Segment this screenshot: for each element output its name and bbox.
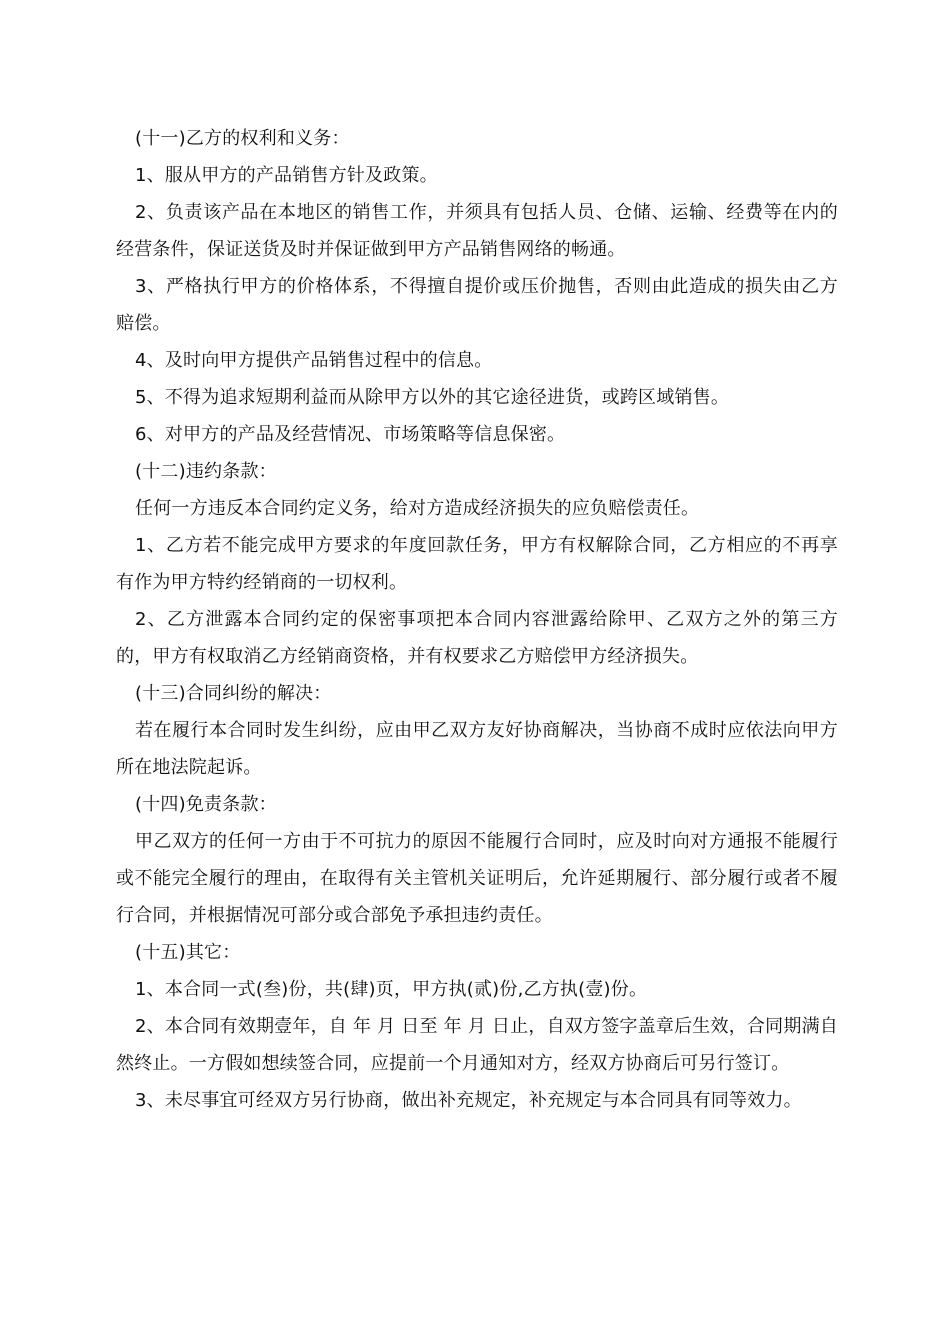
clause-11-4: 4、及时向甲方提供产品销售过程中的信息。 [135, 350, 493, 371]
clause-14-body: 甲乙双方的任何一方由于不可抗力的原因不能履行合同时，应及时向对方通报不能履行或不能完全履行的理由，在取得有关主管机关证明后，允许延期履行、部分履行或者不履行合同，并根据情况可部分或合部免予承担违约责任。 [116, 831, 838, 926]
section-heading-13: (十三)合同纠纷的解决： [135, 683, 332, 704]
clause-12-2: 2、乙方泄露本合同约定的保密事项把本合同内容泄露给除甲、乙双方之外的第三方的，甲方有权取消乙方经销商资格，并有权要求乙方赔偿甲方经济损失。 [116, 609, 838, 667]
section-heading-12: (十二)违约条款： [135, 461, 277, 482]
clause-15-1: 1、本合同一式(叁)份，共(肆)页，甲方执(贰)份,乙方执(壹)份。 [135, 979, 648, 1000]
clause-11-5: 5、不得为追求短期利益而从除甲方以外的其它途径进货，或跨区域销售。 [135, 387, 730, 408]
clause-11-6: 6、对甲方的产品及经营情况、市场策略等信息保密。 [135, 424, 566, 445]
contract-body [116, 120, 838, 1119]
clause-11-1: 1、服从甲方的产品销售方针及政策。 [135, 165, 438, 186]
clause-11-3: 3、严格执行甲方的价格体系，不得擅自提价或压价抛售，否则由此造成的损失由乙方赔偿。 [116, 276, 838, 334]
clause-12-intro: 任何一方违反本合同约定义务，给对方造成经济损失的应负赔偿责任。 [135, 498, 700, 519]
section-heading-15: (十五)其它： [135, 942, 241, 963]
clause-11-2: 2、负责该产品在本地区的销售工作，并须具有包括人员、仓储、运输、经费等在内的经营条件，保证送货及时并保证做到甲方产品销售网络的畅通。 [116, 202, 838, 260]
clause-15-2: 2、本合同有效期壹年，自 年 月 日至 年 月 日止，自双方签字盖章后生效，合同期满自然终止。一方假如想续签合同，应提前一个月通知对方，经双方协商后可另行签订。 [116, 1016, 838, 1074]
clause-15-3: 3、未尽事宜可经双方另行协商，做出补充规定，补充规定与本合同具有同等效力。 [135, 1090, 802, 1111]
clause-13-body: 若在履行本合同时发生纠纷，应由甲乙双方友好协商解决，当协商不成时应依法向甲方所在地法院起诉。 [116, 720, 838, 778]
section-heading-14: (十四)免责条款： [135, 794, 277, 815]
clause-12-1: 1、乙方若不能完成甲方要求的年度回款任务，甲方有权解除合同，乙方相应的不再享有作为甲方特约经销商的一切权利。 [116, 535, 838, 593]
section-heading-11: (十一)乙方的权利和义务： [135, 128, 350, 149]
